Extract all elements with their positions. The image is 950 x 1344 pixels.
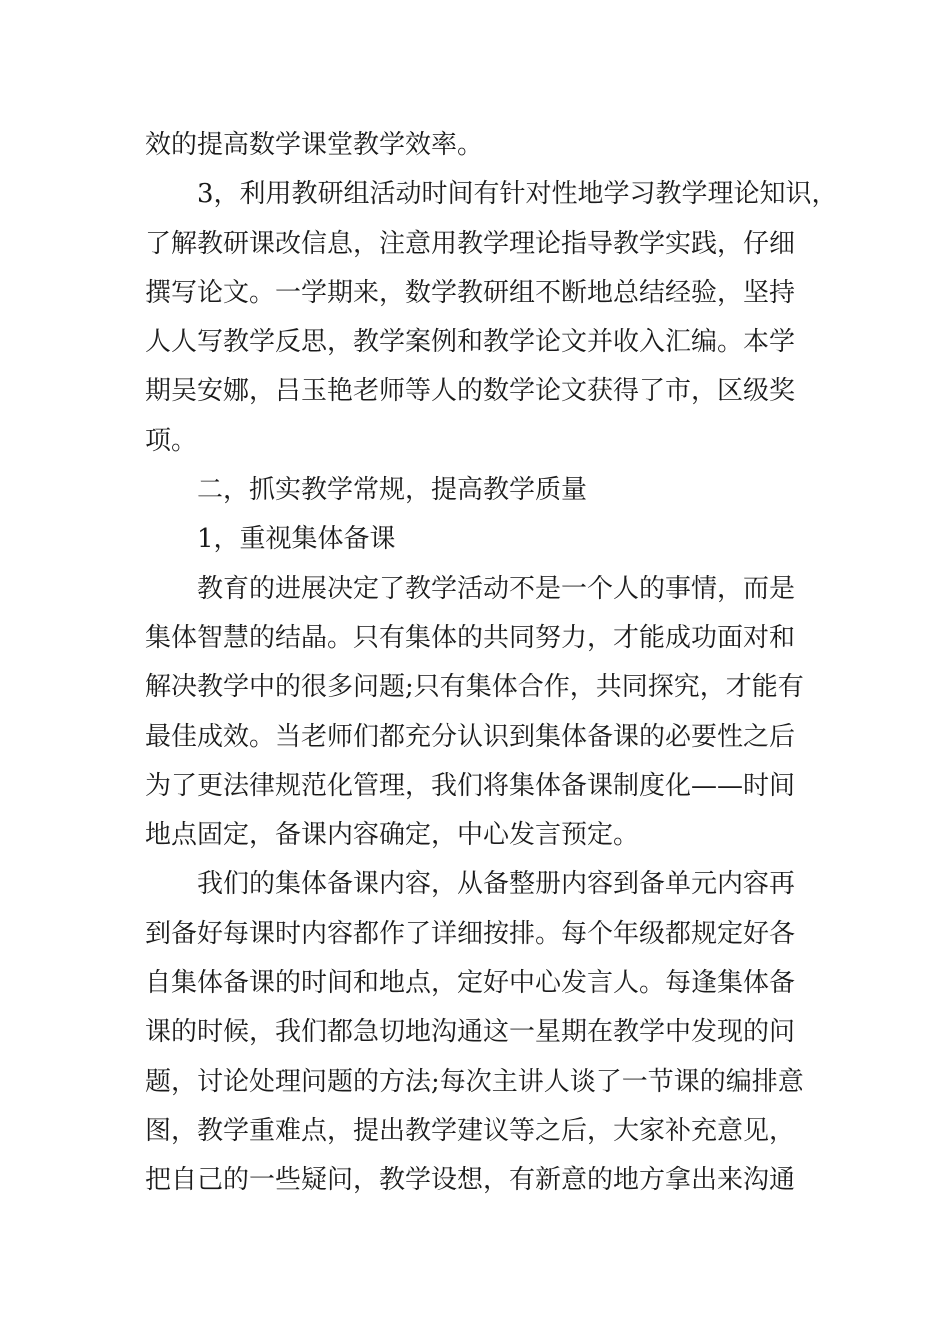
document-body [145,121,838,1206]
section-heading: 二，抓实教学常规，提高教学质量 [197,475,588,506]
text-line: 到备好每课时内容都作了详细按排。每个年级都规定好各 [145,918,796,949]
subsection-heading: 1，重视集体备课 [197,524,396,555]
text-line: 效的提高数学课堂教学效率。 [145,130,484,160]
text-line: 我们的集体备课内容，从备整册内容到备单元内容再 [197,869,796,900]
text-line: 图，教学重难点，提出教学建议等之后，大家补充意见， [145,1115,796,1146]
text-line: 解决教学中的很多问题;只有集体合作，共同探究，才能有 [145,672,804,703]
text-line: 教育的进展决定了教学活动不是一个人的事情，而是 [197,573,796,604]
text-line: 期吴安娜，吕玉艳老师等人的数学论文获得了市，区级奖 [145,376,796,407]
text-line: 了解教研课改信息，注意用教学理论指导教学实践，仔细 [145,228,796,259]
text-line: 撰写论文。一学期来，数学教研组不断地总结经验，坚持 [145,277,796,308]
text-line: 集体智慧的结晶。只有集体的共同努力，才能成功面对和 [145,622,796,653]
text-line: 项。 [145,425,198,456]
text-line: 把自己的一些疑问，教学设想，有新意的地方拿出来沟通 [145,1165,796,1196]
text-line: 课的时候，我们都急切地沟通这一星期在教学中发现的问 [145,1017,796,1048]
text-line: 地点固定，备课内容确定，中心发言预定。 [145,820,640,851]
text-line: 为了更法律规范化管理，我们将集体备课制度化——时间 [145,770,796,801]
text-line: 3，利用教研组活动时间有针对性地学习教学理论知识， [197,179,838,210]
text-line: 人人写教学反思，教学案例和教学论文并收入汇编。本学 [145,327,796,358]
text-line: 最佳成效。当老师们都充分认识到集体备课的必要性之后 [145,721,796,752]
text-line: 自集体备课的时间和地点，定好中心发言人。每逢集体备 [145,968,796,999]
text-line: 题，讨论处理问题的方法;每次主讲人谈了一节课的编排意 [145,1066,804,1097]
